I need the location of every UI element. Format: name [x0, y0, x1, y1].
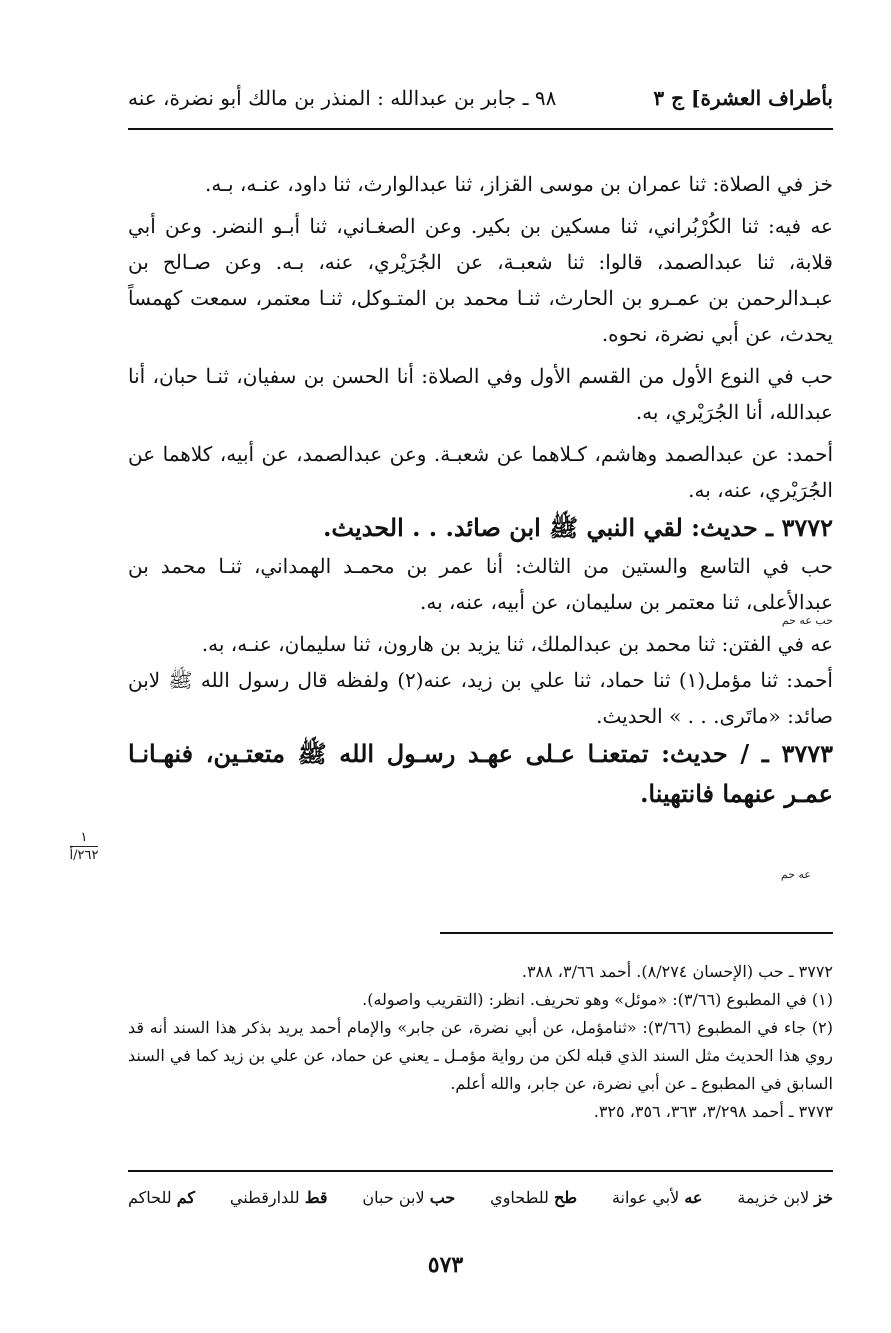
- footnote-source-3773: ٣٧٧٣ ـ أحمد ٣/٢٩٨، ٣٦٣، ٣٥٦، ٣٢٥.: [593, 1102, 833, 1121]
- legend-item: قط للدارقطني: [229, 1188, 328, 1207]
- paragraph-hb: حب في النوع الأول من القسم الأول وفي الصلاة: أنا الحسن بن سفيان، ثنـا حبان، أنا عبدالله، أنا الجُرَيْري، به.: [128, 364, 833, 424]
- hadith-3773-sigla: عه حم: [780, 868, 811, 881]
- margin-folio-bottom: ٢٦٢/أ: [69, 848, 99, 863]
- legend-item: كم للحاكم: [128, 1188, 196, 1207]
- hadith-3772-title: ٣٧٧٢ ـ حديث: لقي النبي ﷺ ابن صائد. . . الحديث.: [323, 513, 833, 542]
- abbreviations-legend: [128, 1188, 833, 1207]
- hadith-3772-sigla: حب عه حم: [781, 614, 833, 627]
- paragraph-khz: خز في الصلاة: ثنا عمران بن موسى القزاز، ثنا عبدالوارث، ثنا داود، عنـه، بـه.: [205, 172, 833, 196]
- legend-item: حب لابن حبان: [362, 1188, 456, 1207]
- legend-item: خز لابن خزيمة: [737, 1188, 833, 1207]
- hadith-3773-title: ٣٧٧٣ ـ / حديث: تمتعنـا عـلى عهـد رسـول الله ﷺ متعتـين، فنهـانـا عمـر عنهما فانتهينا.: [128, 739, 833, 808]
- footnote-1: (١) في المطبوع (٣/٦٦): «موئل» وهو تحريف. انظر: (التقريب واصوله).: [362, 990, 833, 1009]
- running-header: [128, 78, 833, 118]
- paragraph-ahmad: أحمد: عن عبدالصمد وهاشم، كـلاهما عن شعبـة. وعن عبدالصمد، عن أبيه، كلاهما عن الجُرَيْري، عنه، به.: [128, 442, 833, 502]
- paragraph-ah: عه فيه: ثنا الكُرْبُراني، ثنا مسكين بن بكير. وعن الصغـاني، ثنا أبـو النضر. وعن أبي قلابة، ثنا عبدالصمد، قالوا: ثنا شعبـة، عن الجُرَيْري، عنه، بـه. وعن صـالح بن عبـدالرحمن بن عمـرو بن الحارث، ثنـا محمد بن المتـوكل، ثنـا معتمر، سمعت كهمساً يحدث، عن أبي نضرة، نحوه.: [128, 214, 833, 346]
- header-volume: بأطراف العشرة] ج ٣: [653, 86, 833, 110]
- footnote-source-3772: ٣٧٧٢ ـ حب (الإحسان ٨/٢٧٤). أحمد ٣/٦٦، ٣٨٨.: [521, 962, 833, 981]
- legend-item: طح للطحاوي: [490, 1188, 578, 1207]
- hadith-3772-para-3: أحمد: ثنا مؤمل(١) ثنا حماد، ثنا علي بن زيد، عنه(٢) ولفظه قال رسول الله ﷺ لابن صائد: «ماتَرى. . . » الحديث.: [128, 668, 833, 728]
- footnote-2: (٢) جاء في المطبوع (٣/٦٦): «ثنامؤمل، عن أبي نضرة، عن جابر» والإمام أحمد يريد بذكر هذا السند أنه قد روي هذا الحديث مثل السند الذي قبله لكن من رواية مؤمـل ـ يعني عن حماد، عن علي بن زيد كما في السند السابق في المطبوع ـ عن أبي نضرة، عن جابر، والله أعلم.: [128, 1018, 834, 1093]
- header-rule: [128, 128, 833, 130]
- margin-folio-top: ١: [80, 830, 88, 845]
- footnotes: [128, 958, 833, 1126]
- margin-folio: [52, 830, 116, 864]
- hadith-3772-para-2: عه في الفتن: ثنا محمد بن عبدالملك، ثنا يزيد بن هارون، ثنا سليمان، عنـه، به.: [201, 632, 833, 656]
- footnote-rule: [440, 932, 833, 934]
- legend-item: عه لأبي عوانة: [611, 1188, 703, 1207]
- hadith-3772-para-1: حب في التاسع والستين من الثالث: أنا عمر بن محمـد الهمداني، ثنـا محمد بن عبدالأعلى، ثنا معتمر بن سليمان، عن أبيه، عنه، به.: [128, 554, 833, 614]
- header-chapter: ٩٨ ـ جابر بن عبدالله : المنذر بن مالك أبو نضرة، عنه: [128, 86, 557, 110]
- legend-rule: [128, 1170, 833, 1172]
- main-text: [128, 166, 833, 814]
- page-number: ٥٧٣: [427, 1252, 464, 1278]
